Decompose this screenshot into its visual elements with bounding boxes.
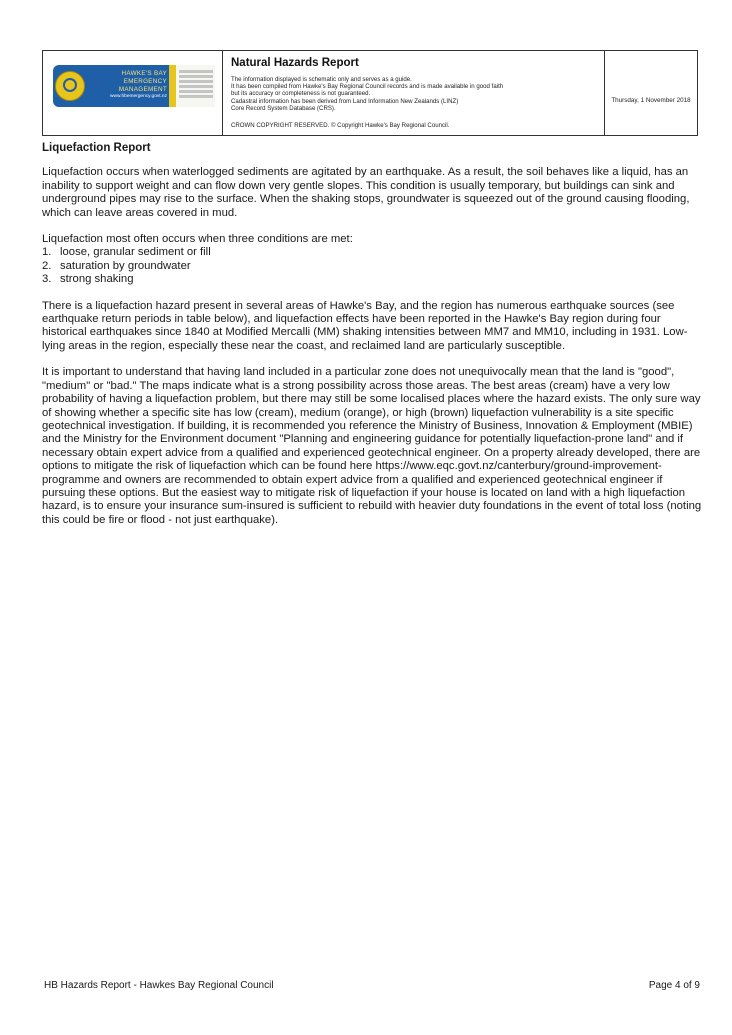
report-date: Thursday, 1 November 2018 (611, 97, 691, 104)
disclaimer-text (231, 76, 503, 112)
logo-org-name: HAWKE'S BAY EMERGENCY MANAGEMENT (118, 70, 167, 93)
list-item (42, 246, 702, 259)
section-title: Liquefaction Report (42, 142, 151, 154)
report-header (42, 50, 698, 136)
logo-side-panel (169, 65, 215, 107)
list-text: strong shaking (60, 273, 134, 286)
list-number: 1. (42, 246, 52, 259)
hazard-paragraph: There is a liquefaction hazard present in several areas of Hawke's Bay, and the region has numerous earthquake sources (see earthquake return periods in table below), and liquefaction effects have been reported in the Hawke's Bay region during four historical earthquakes since 1840 at Modified Mercalli (MM) shaking intensities between MM7 and MM10, including in 1931. Low-lying areas in the region, especially these near the coast, and reclaimed land are particularly susceptible. (42, 299, 688, 352)
report-body (42, 142, 702, 540)
intro-paragraph: Liquefaction occurs when waterlogged sediments are agitated by an earthquake. As a result, the soil behaves like a liquid, has an inability to support weight and can flow down very gentle slopes. This condition is usually temporary, but buildings can sink and underground pipes may rise to the surface. When the shaking stops, groundwater is squeezed out of the ground causing flooding, which can leave areas covered in mud. (42, 166, 690, 219)
disclaimer-line: It has been compiled from Hawke's Bay Regional Council records and is made available in good faith (231, 83, 504, 91)
guidance-paragraph: It is important to understand that having land included in a particular zone does not unequivocally mean that the land is "good", "medium" or "bad." The maps indicate what is a strong possibility across those areas. The best areas (cream) have a very low probability of having a liquefaction problem, but there may still be some localised places where the hazard exists. The only sure way of showing whether a specific site has low (cream), medium (orange), or high (brown) liquefaction vulnerability is a site specific geotechnical investigation. If building, it is recommended you reference the Ministry of Business, Innovation & Employment (MBIE) and the Ministry for the Environment document "Planning and engineering guidance for potentially liquefaction-prone land" and if necessary obtain expert advice from a qualified and experienced geotechnical engineer. On a property already developed, there are options to mitigate the risk of liquefaction which can be found here https://www.eqc.govt.nz/canterbury/ground-improvement-programme and owners are recommended to obtain expert advice from a qualified and experienced geotechnical engineer if pursuing these options. But the easiest way to mitigate risk of liquefaction if your house is located on land with a high liquefaction hazard, is to ensure your insurance sum-insured is sufficient to rebuild with heavier duty foundations in the event of total loss (noting this could be fire or flood - not just earthquake). (42, 366, 702, 526)
conditions-intro: Liquefaction most often occurs when three conditions are met: (42, 233, 353, 246)
list-item (42, 273, 702, 286)
hb-emergency-logo (53, 65, 169, 107)
disclaimer-line: but its accuracy or completeness is not guaranteed. (231, 90, 371, 98)
conditions-list (42, 246, 702, 286)
list-text: loose, granular sediment or fill (60, 246, 211, 259)
report-info-cell (223, 51, 605, 135)
disclaimer-line: The information displayed is schematic only and serves as a guide. (231, 76, 412, 83)
date-cell (605, 51, 697, 135)
logo-url: www.hbemergency.govt.nz (110, 94, 167, 99)
disclaimer-line: Cadastral information has been derived from Land Information New Zealands (LINZ) (231, 97, 459, 105)
report-title: Natural Hazards Report (231, 57, 359, 69)
page-number: Page 4 of 9 (648, 980, 700, 991)
list-item (42, 260, 702, 273)
list-number: 3. (42, 273, 52, 286)
disclaimer-line: Core Record System Database (CRS). (231, 104, 336, 112)
logo-cell (43, 51, 223, 135)
list-text: saturation by groundwater (60, 259, 191, 272)
footer-source: HB Hazards Report - Hawkes Bay Regional Council (44, 980, 274, 991)
civil-defence-emblem-icon (55, 71, 85, 101)
copyright-notice: CROWN COPYRIGHT RESERVED. © Copyright Hawke's Bay Regional Council. (231, 122, 450, 129)
list-number: 2. (42, 259, 52, 272)
